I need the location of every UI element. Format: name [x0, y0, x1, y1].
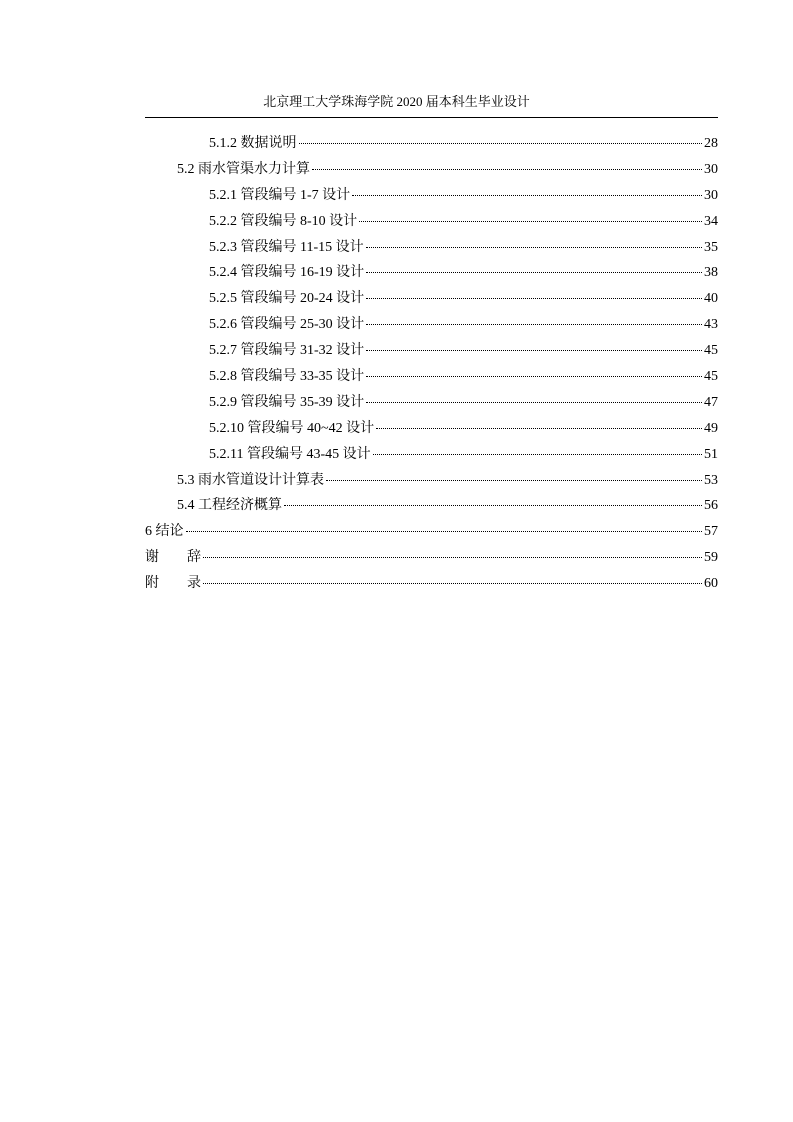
toc-entry-page: 40 [704, 291, 718, 307]
toc-leader [376, 428, 702, 429]
toc-entry-page: 56 [704, 498, 718, 514]
toc-entry-page: 43 [704, 317, 718, 333]
toc-leader [366, 376, 702, 377]
toc-entry-title: 5.2.3 管段编号 11-15 设计 [209, 239, 364, 255]
toc-leader [366, 324, 702, 325]
toc-entry-page: 45 [704, 369, 718, 385]
toc-entry-page: 38 [704, 265, 718, 281]
toc-entry-page: 30 [704, 161, 718, 177]
toc-entry-page: 60 [704, 576, 718, 592]
toc-leader [366, 272, 702, 273]
toc-entry-page: 34 [704, 213, 718, 229]
toc-entry-page: 28 [704, 136, 718, 151]
toc-entry-title: 6 结论 [145, 524, 184, 540]
toc-leader [359, 221, 702, 222]
toc-entry[interactable] [145, 157, 718, 183]
toc-entry-page: 30 [704, 187, 718, 203]
toc-entry[interactable] [145, 519, 718, 545]
toc-leader [366, 350, 702, 351]
toc-leader [284, 505, 702, 506]
toc-entry-page: 45 [704, 343, 718, 359]
header-title: 北京理工大学珠海学院 2020 届本科生毕业设计 [263, 94, 530, 109]
toc-entry[interactable] [145, 312, 718, 338]
toc-entry-title: 5.3 雨水管道设计计算表 [177, 472, 324, 488]
toc-leader [312, 169, 702, 170]
toc-entry-title: 5.4 工程经济概算 [177, 498, 282, 514]
toc-entry-title: 5.2.10 管段编号 40~42 设计 [209, 420, 375, 436]
toc-leader [352, 195, 702, 196]
toc-entry-title: 5.2.6 管段编号 25-30 设计 [209, 317, 365, 333]
toc-entry-page: 49 [704, 420, 718, 436]
table-of-contents [145, 131, 718, 597]
toc-entry[interactable] [145, 364, 718, 390]
toc-entry[interactable] [145, 260, 718, 286]
toc-entry[interactable] [145, 235, 718, 261]
toc-leader [373, 454, 702, 455]
toc-entry[interactable] [145, 183, 718, 209]
toc-entry-page: 47 [704, 394, 718, 410]
toc-leader [186, 531, 703, 532]
toc-entry-title: 5.2.5 管段编号 20-24 设计 [209, 291, 365, 307]
toc-entry[interactable] [145, 571, 718, 597]
toc-entry-title: 5.2.7 管段编号 31-32 设计 [209, 343, 365, 359]
toc-leader [203, 583, 702, 584]
toc-leader [326, 480, 702, 481]
toc-entry-title: 5.2 雨水管渠水力计算 [177, 161, 310, 177]
toc-entry[interactable] [145, 286, 718, 312]
toc-entry[interactable] [145, 468, 718, 494]
toc-entry-title: 附 录 [145, 576, 201, 592]
toc-entry[interactable] [145, 416, 718, 442]
toc-leader [366, 402, 702, 403]
toc-entry-title: 5.2.8 管段编号 33-35 设计 [209, 369, 365, 385]
toc-entry[interactable] [145, 209, 718, 235]
toc-entry-title: 5.1.2 数据说明 [209, 136, 297, 151]
toc-entry-page: 51 [704, 446, 718, 462]
toc-leader [299, 143, 703, 144]
toc-entry-title: 5.2.1 管段编号 1-7 设计 [209, 187, 351, 203]
toc-entry-title: 5.2.9 管段编号 35-39 设计 [209, 394, 365, 410]
toc-leader [203, 557, 702, 558]
toc-entry[interactable] [145, 442, 718, 468]
toc-leader [366, 298, 702, 299]
toc-entry-title: 谢 辞 [145, 550, 201, 566]
toc-entry-title: 5.2.11 管段编号 43-45 设计 [209, 446, 371, 462]
toc-entry[interactable] [145, 545, 718, 571]
toc-leader [366, 247, 702, 248]
toc-entry-page: 59 [704, 550, 718, 566]
page-header [0, 93, 793, 111]
toc-entry-page: 57 [704, 524, 718, 540]
toc-entry-page: 53 [704, 472, 718, 488]
toc-entry[interactable] [145, 493, 718, 519]
toc-entry-page: 35 [704, 239, 718, 255]
toc-entry-title: 5.2.2 管段编号 8-10 设计 [209, 213, 358, 229]
toc-entry-title: 5.2.4 管段编号 16-19 设计 [209, 265, 365, 281]
toc-entry[interactable] [145, 338, 718, 364]
toc-entry[interactable] [145, 390, 718, 416]
toc-entry[interactable] [145, 131, 718, 157]
header-divider [145, 117, 718, 118]
